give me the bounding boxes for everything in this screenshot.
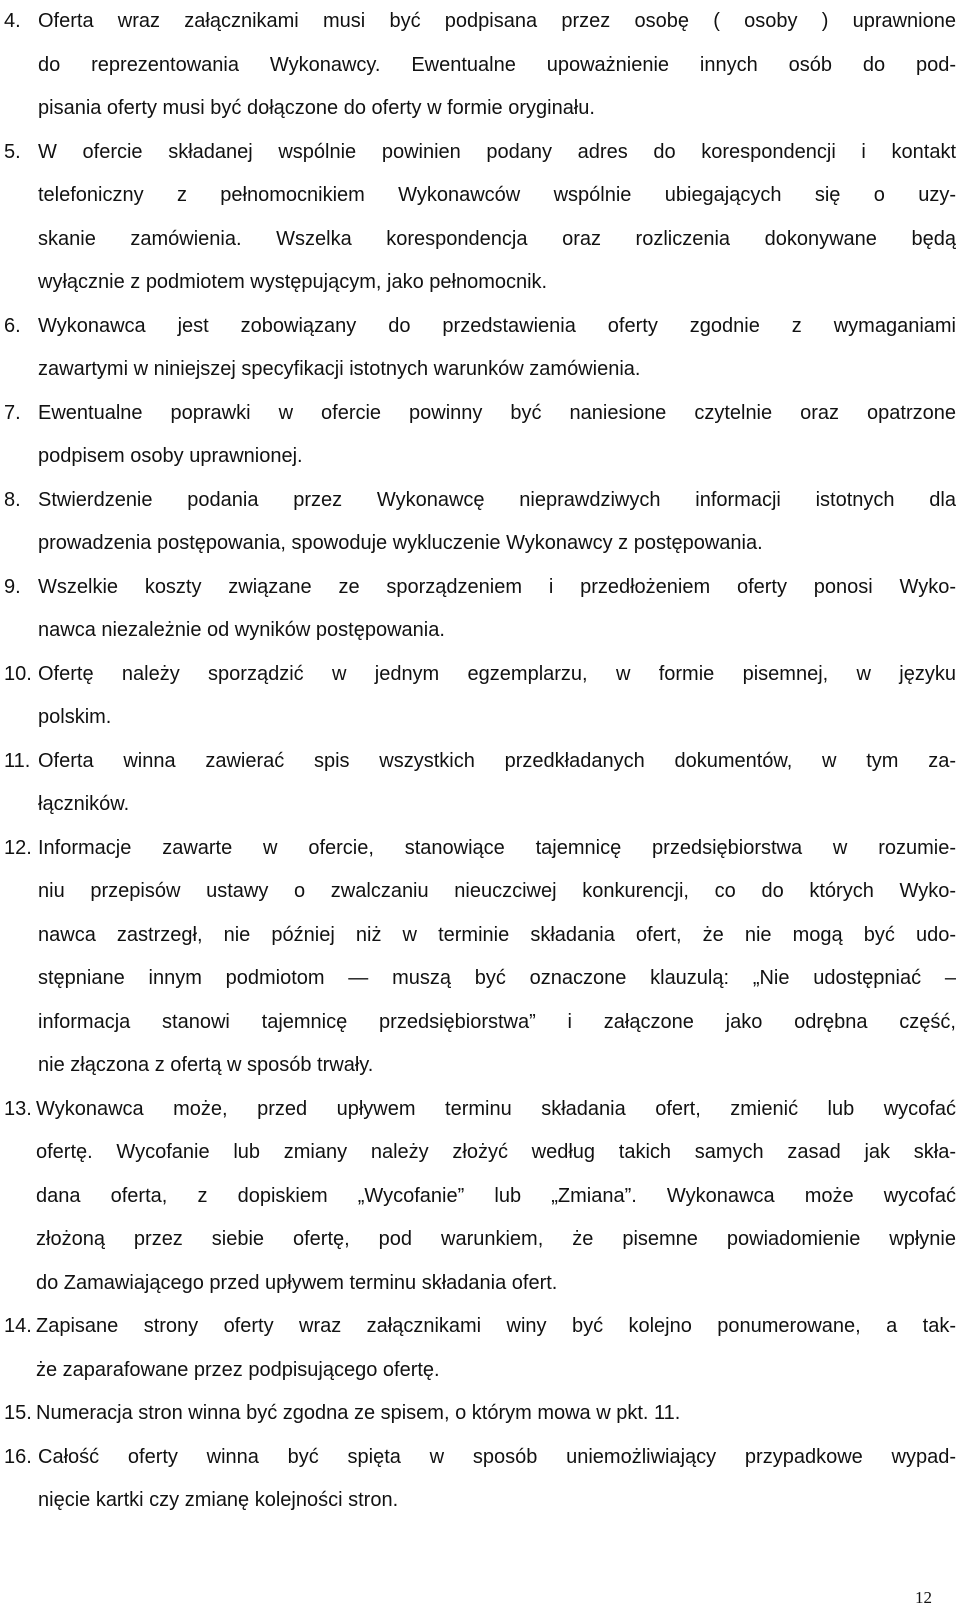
text-line: informacja stanowi tajemnicę przedsiębiorstwa” i załączone jako odrębna część, [38,1010,956,1033]
list-item-number: 12. [4,836,32,859]
page-number: 12 [915,1588,932,1607]
list-item-number: 11. [4,749,31,772]
text-line: nięcie kartki czy zmianę kolejności stron. [38,1489,399,1511]
text-line: Zapisane strony oferty wraz załącznikami winy być kolejno ponumerowane, a tak- [36,1315,956,1337]
text-line: Wykonawca jest zobowiązany do przedstawienia oferty zgodnie z wymaganiami [38,314,956,337]
text-line: zawartymi w niniejszej specyfikacji istotnych warunków zamówienia. [38,358,641,380]
text-line: Wszelkie koszty związane ze sporządzeniem i przedłożeniem oferty ponosi Wyko- [38,575,956,598]
list-item-number: 10. [4,662,32,685]
list-item-number: 15. [4,1402,32,1424]
list-item-text [38,653,956,740]
text-line: W ofercie składanej wspólnie powinien podany adres do korespondencji i kontakt [38,140,956,163]
list-item-text [38,566,956,653]
text-line: stępniane innym podmiotom — muszą być oznaczone klauzulą: „Nie udostępniać – [38,967,956,989]
text-line: wyłącznie z podmiotem występującym, jako pełnomocnik. [38,271,548,293]
text-line: do Zamawiającego przed upływem terminu składania ofert. [36,1271,558,1294]
text-line: telefoniczny z pełnomocnikiem Wykonawców wspólnie ubiegających się o uzy- [38,184,956,206]
text-line: Ewentualne poprawki w ofercie powinny być naniesione czytelnie oraz opatrzone [38,401,956,424]
text-line: Oferta winna zawierać spis wszystkich przedkładanych dokumentów, w tym za- [38,749,956,772]
text-line: Ofertę należy sporządzić w jednym egzemplarzu, w formie pisemnej, w języku [38,662,956,685]
text-line: skanie zamówienia. Wszelka korespondencja oraz rozliczenia dokonywane będą [38,227,956,250]
text-line: Oferta wraz załącznikami musi być podpisana przez osobę ( osoby ) uprawnione [38,10,956,32]
text-line: ofertę. Wycofanie lub zmiany należy złożyć według takich samych zasad jak skła- [36,1141,956,1163]
list-item-text [38,0,956,131]
list-item-number: 4. [4,10,21,32]
text-line: złożoną przez siebie ofertę, pod warunkiem, że pisemne powiadomienie wpłynie [36,1228,956,1250]
list-item-text [38,131,956,305]
text-line: Numeracja stron winna być zgodna ze spisem, o którym mowa w pkt. 11. [36,1402,681,1424]
text-line: Wykonawca może, przed upływem terminu składania ofert, zmienić lub wycofać [36,1097,956,1120]
list-item-text [36,1305,956,1392]
text-line: Całość oferty winna być spięta w sposób uniemożliwiający przypadkowe wypad- [38,1445,956,1468]
list-item-number: 9. [4,575,21,598]
text-line: do reprezentowania Wykonawcy. Ewentualne upoważnienie innych osób do pod- [38,53,956,76]
list-item-text [38,827,956,1088]
text-line: nie złączona z ofertą w sposób trwały. [38,1054,374,1076]
text-line: polskim. [38,706,112,728]
list-item-number: 8. [4,488,21,511]
text-line: pisania oferty musi być dołączone do oferty w formie oryginału. [38,97,595,119]
list-item-number: 14. [4,1315,32,1337]
list-item-number: 16. [4,1445,32,1468]
text-line: nawca niezależnie od wyników postępowania. [38,619,445,641]
text-line: nawca zastrzegł, nie później niż w terminie składania ofert, że nie mogą być udo- [38,923,956,946]
text-line: podpisem osoby uprawnionej. [38,445,303,467]
text-line: Stwierdzenie podania przez Wykonawcę nieprawdziwych informacji istotnych dla [38,488,956,511]
text-line: niu przepisów ustawy o zwalczaniu nieuczciwej konkurencji, co do których Wyko- [38,880,956,902]
text-line: Informacje zawarte w ofercie, stanowiące tajemnicę przedsiębiorstwa w rozumie- [38,836,956,859]
list-item-text [38,1436,956,1523]
text-line: dana oferta, z dopiskiem „Wycofanie” lub „Zmiana”. Wykonawca może wycofać [36,1184,956,1207]
list-item-text [38,305,956,392]
list-item-text [38,479,956,566]
list-item-text [38,740,956,827]
text-line: łączników. [38,793,130,815]
list-item-text [36,1392,956,1436]
list-item-text [38,392,956,479]
list-item-text [36,1088,956,1306]
list-item-number: 13. [4,1097,32,1120]
list-item-number: 5. [4,140,21,163]
text-line: prowadzenia postępowania, spowoduje wykluczenie Wykonawcy z postępowania. [38,532,763,554]
list-item-number: 6. [4,314,21,337]
list-item-number: 7. [4,401,21,424]
text-line: że zaparafowane przez podpisującego ofertę. [36,1358,440,1381]
